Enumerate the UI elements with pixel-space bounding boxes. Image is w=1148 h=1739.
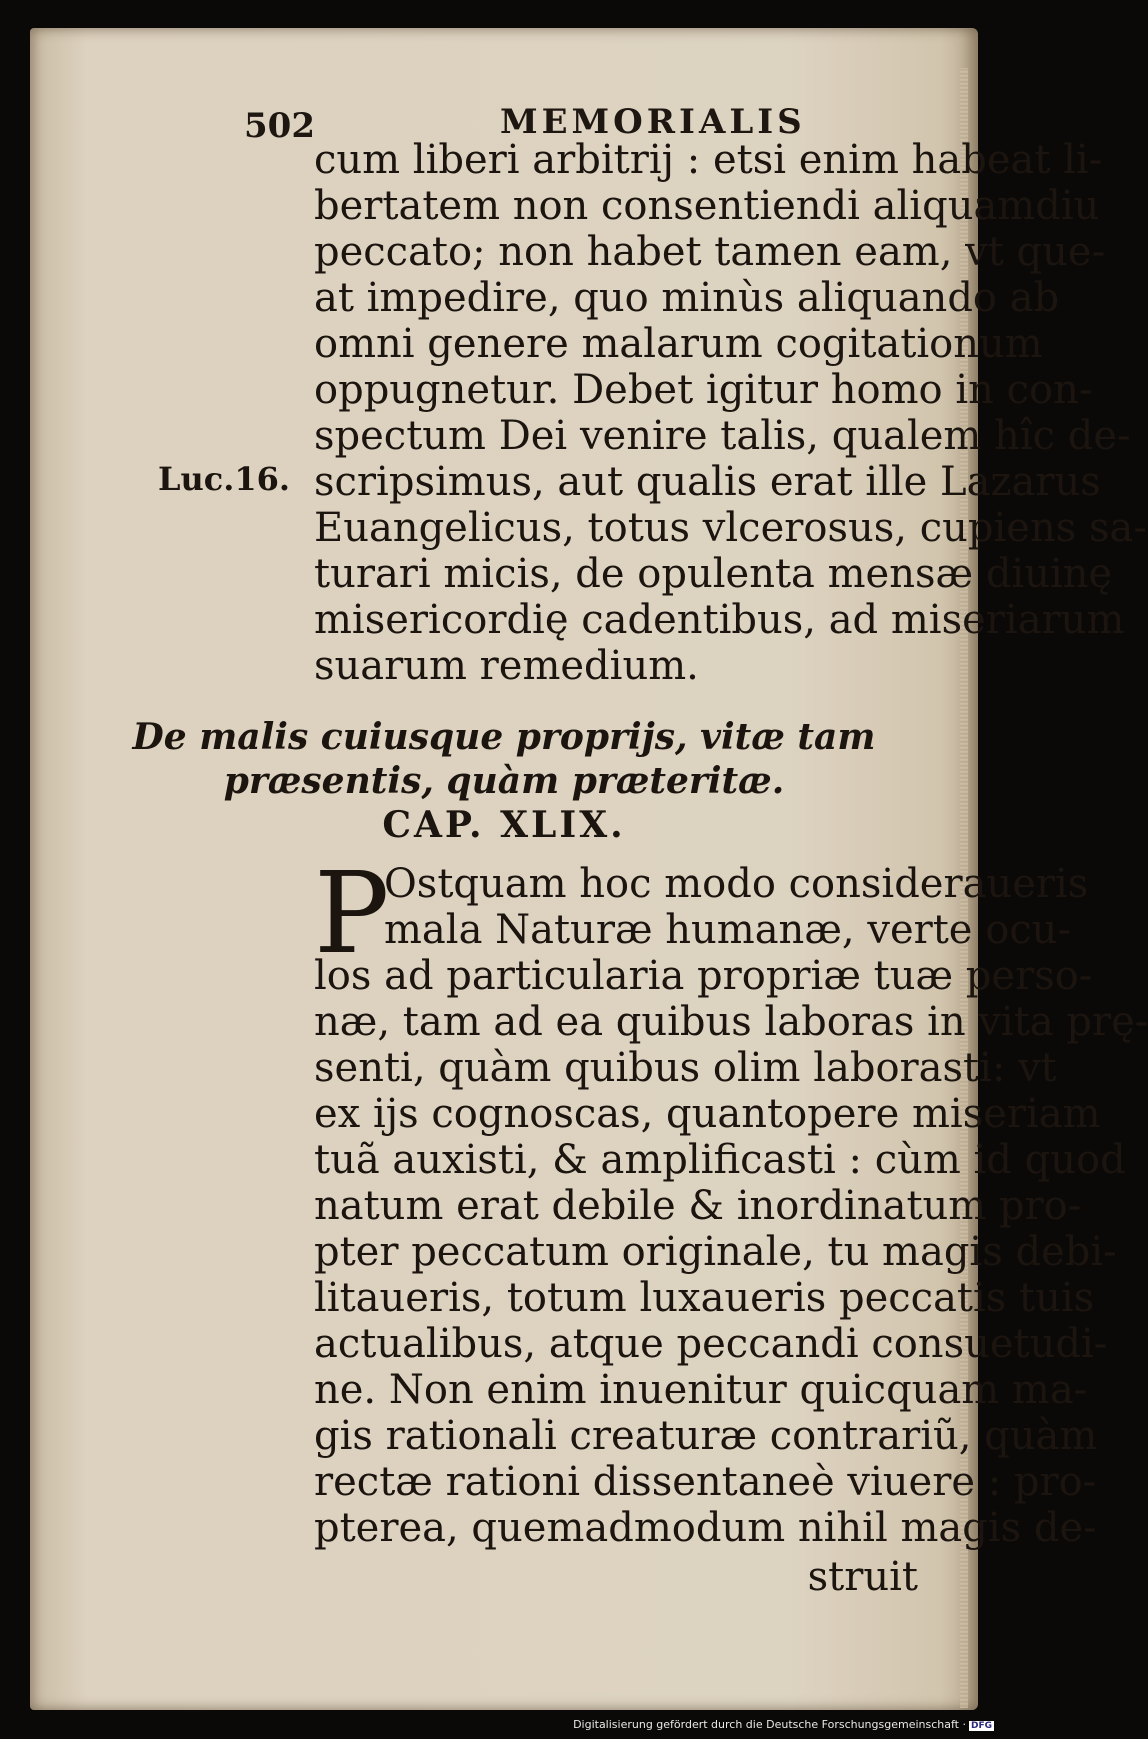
text-line: gis rationali creaturæ contrariũ, quàm bbox=[314, 1413, 1098, 1459]
chapter-title-line: præsentis, quàm præteritæ. bbox=[223, 760, 785, 802]
margin-note: Luc.16. bbox=[158, 460, 291, 498]
text-line: actualibus, atque peccandi consuetudi- bbox=[314, 1321, 1108, 1367]
text-line: cum liberi arbitrij : etsi enim habeat li- bbox=[314, 137, 1103, 183]
text-line: mala Naturæ humanæ, verte ocu- bbox=[384, 907, 1071, 953]
text-line: peccato; non habet tamen eam, vt que- bbox=[314, 229, 1106, 275]
drop-cap: P bbox=[314, 849, 390, 979]
text-line: ex ijs cognoscas, quantopere miseriam bbox=[314, 1091, 1101, 1137]
text-line: Euangelicus, totus vlcerosus, cupiens sa- bbox=[314, 505, 1147, 551]
dfg-logo: DFG bbox=[970, 1721, 992, 1731]
text-line: misericordię cadentibus, ad miseriarum bbox=[314, 597, 1125, 643]
running-head: MEMORIALIS bbox=[500, 102, 806, 142]
text-line: rectæ rationi dissentaneè viuere : pro- bbox=[314, 1459, 1097, 1505]
text-line: turari micis, de opulenta mensæ diuinę bbox=[314, 551, 1113, 597]
text-line: bertatem non consentiendi aliquamdiu bbox=[314, 183, 1100, 229]
text-line: senti, quàm quibus olim laborasti: vt bbox=[314, 1045, 1057, 1091]
text-line: næ, tam ad ea quibus laboras in vita prę- bbox=[314, 999, 1148, 1045]
text-line: ne. Non enim inuenitur quicquam ma- bbox=[314, 1367, 1088, 1413]
text-line: pterea, quemadmodum nihil magis de- bbox=[314, 1505, 1097, 1551]
text-line: omni genere malarum cogitationum bbox=[314, 321, 1043, 367]
text-line: at impedire, quo minùs aliquando ab bbox=[314, 275, 1060, 321]
page-number: 502 bbox=[244, 106, 315, 146]
text-line: oppugnetur. Debet igitur homo in con- bbox=[314, 367, 1093, 413]
chapter-number: CAP. XLIX. bbox=[382, 804, 626, 846]
text-line: litaueris, totum luxaueris peccatis tuis bbox=[314, 1275, 1095, 1321]
text-line: suarum remedium. bbox=[314, 643, 699, 689]
text-line: scripsimus, aut qualis erat ille Lazarus bbox=[314, 459, 1101, 505]
text-line: los ad particularia propriæ tuæ perso- bbox=[314, 953, 1093, 999]
text-line: Ostquam hoc modo consideraueris bbox=[384, 861, 1089, 907]
text-line: spectum Dei venire talis, qualem hîc de- bbox=[314, 413, 1131, 459]
text-line: natum erat debile & inordinatum pro- bbox=[314, 1183, 1082, 1229]
catchword: struit bbox=[807, 1554, 918, 1600]
text-line: tuã auxisti, & amplificasti : cùm id quod bbox=[314, 1137, 1126, 1183]
book-page bbox=[30, 28, 1148, 1710]
text-line: pter peccatum originale, tu magis debi- bbox=[314, 1229, 1117, 1275]
chapter-title-line: De malis cuiusque proprijs, vitæ tam bbox=[132, 716, 876, 758]
digitization-credit bbox=[573, 1718, 994, 1731]
credit-text: Digitalisierung gefördert durch die Deutsche Forschungsgemeinschaft · bbox=[573, 1718, 966, 1731]
